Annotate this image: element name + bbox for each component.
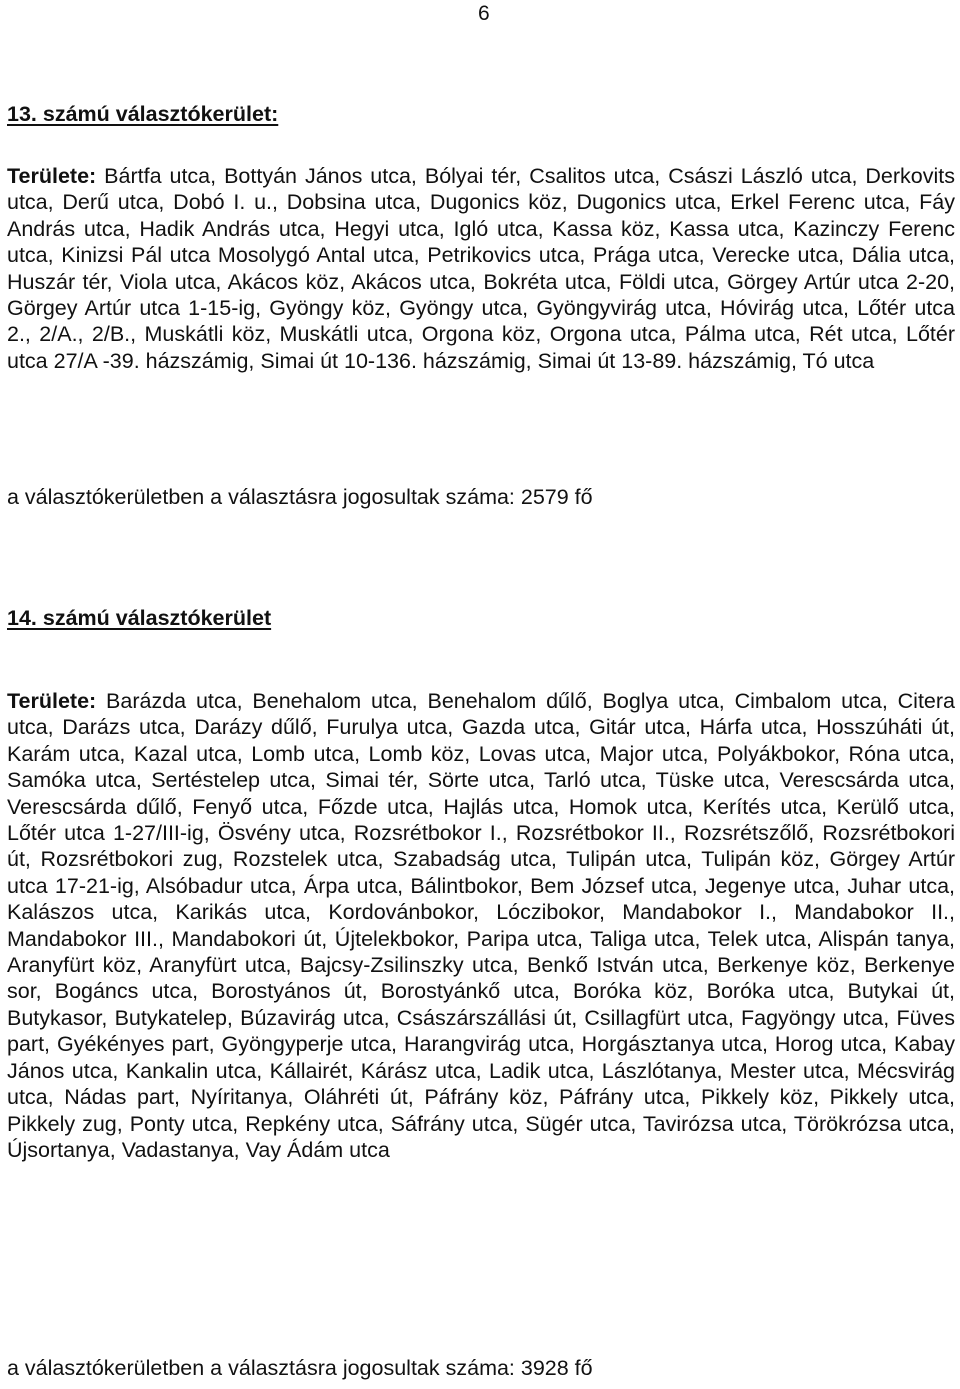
district-13-area-label: Területe: (7, 164, 97, 188)
district-14-voter-count: a választókerületben a választásra jogosultak száma: 3928 fő (7, 1356, 593, 1380)
district-14-streets: Barázda utca, Benehalom utca, Benehalom dűlő, Boglya utca, Cimbalom utca, Citera utca, Darázs utca, Darázy dűlő, Furulya utca, Gazda utca, Gitár utca, Hárfa utca, Hosszúháti út, Karám utca, Kazal utca, Lomb utca, Lomb köz, Lovas utca, Major utca, Polyákbokor, Róna utca, Samóka utca, Sertéstelep utca, Simai tér, Sörte utca, Tarló utca, Tüske utca, Verescsárda utca, Verescsárda dűlő, Fenyő utca, Főzde utca, Hajlás utca, Homok utca, Kerítés utca, Kerülő utca, Lőtér utca 1-27/III-ig, Ösvény utca, Rozsrétbokor I., Rozsrétbokor II., Rozsrétszőlő, Rozsrétbokori út, Rozsrétbokori zug, Rozstelek utca, Szabadság utca, Tulipán utca, Tulipán köz, Görgey Artúr utca 17-21-ig, Alsóbadur utca, Árpa utca, Bálintbokor, Bem József utca, Jegenye utca, Juhar utca, Kalászos utca, Karikás utca, Kordovánbokor, Lóczibokor, Mandabokor I., Mandabokor II., Mandabokor III., Mandabokori út, Újtelekbokor, Paripa utca, Taliga utca, Telek utca, Alispán tanya, Aranyfürt köz, Aranyfürt utca, Bajcsy-Zsilinszky utca, Benkő István utca, Berkenye köz, Berkenye sor, Bogáncs utca, Borostyános út, Borostyánkő utca, Boróka köz, Boróka utca, Butykai út, Butykasor, Butykatelep, Búzavirág utca, Császárszállási út, Csillagfürt utca, Fagyöngy utca, Füves part, Gyékényes part, Gyöngyperje utca, Harangvirág utca, Horgásztanya utca, Horog utca, Kabay János utca, Kankalin utca, Kállairét, Kárász utca, Ladik utca, Lászlótanya, Mester utca, Mécsvirág utca, Nádas part, Nyíritanya, Oláhréti út, Páfrány köz, Páfrány utca, Pikkely köz, Pikkely utca, Pikkely zug, Ponty utca, Repkény utca, Sáfrány utca, Sügér utca, Tavirózsa utca, Törökrózsa utca, Újsortanya, Vadastanya, Vay Ádám utca (7, 689, 955, 1162)
page-number: 6 (478, 2, 490, 25)
district-13-voter-count: a választókerületben a választásra jogosultak száma: 2579 fő (7, 485, 593, 509)
district-13-streets: Bártfa utca, Bottyán János utca, Bólyai tér, Csalitos utca, Császi László utca, Derkovits utca, Derű utca, Dobó I. u., Dobsina utca, Dugonics köz, Dugonics utca, Erkel Ferenc utca, Fáy András utca, Hadik András utca, Hegyi utca, Igló utca, Kassa köz, Kassa utca, Kazinczy Ferenc utca, Kinizsi Pál utca Mosolygó Antal utca, Petrikovics utca, Prága utca, Verecke utca, Dália utca, Huszár tér, Viola utca, Akácos köz, Akácos utca, Bokréta utca, Földi utca, Görgey Artúr utca 2-20, Görgey Artúr utca 1-15-ig, Gyöngy köz, Gyöngy utca, Gyöngyvirág utca, Hóvirág utca, Lőtér utca 2., 2/A., 2/B., Muskátli köz, Muskátli utca, Orgona köz, Orgona utca, Pálma utca, Rét utca, Lőtér utca 27/A -39. házszámig, Simai út 10-136. házszámig, Simai út 13-89. házszámig, Tó utca (7, 164, 955, 373)
district-14-heading: 14. számú választókerület (7, 606, 272, 630)
district-14-area-label: Területe: (7, 689, 97, 713)
district-13-area (7, 163, 955, 374)
district-14-area (7, 688, 955, 1163)
district-13-heading: 13. számú választókerület: (7, 102, 279, 126)
